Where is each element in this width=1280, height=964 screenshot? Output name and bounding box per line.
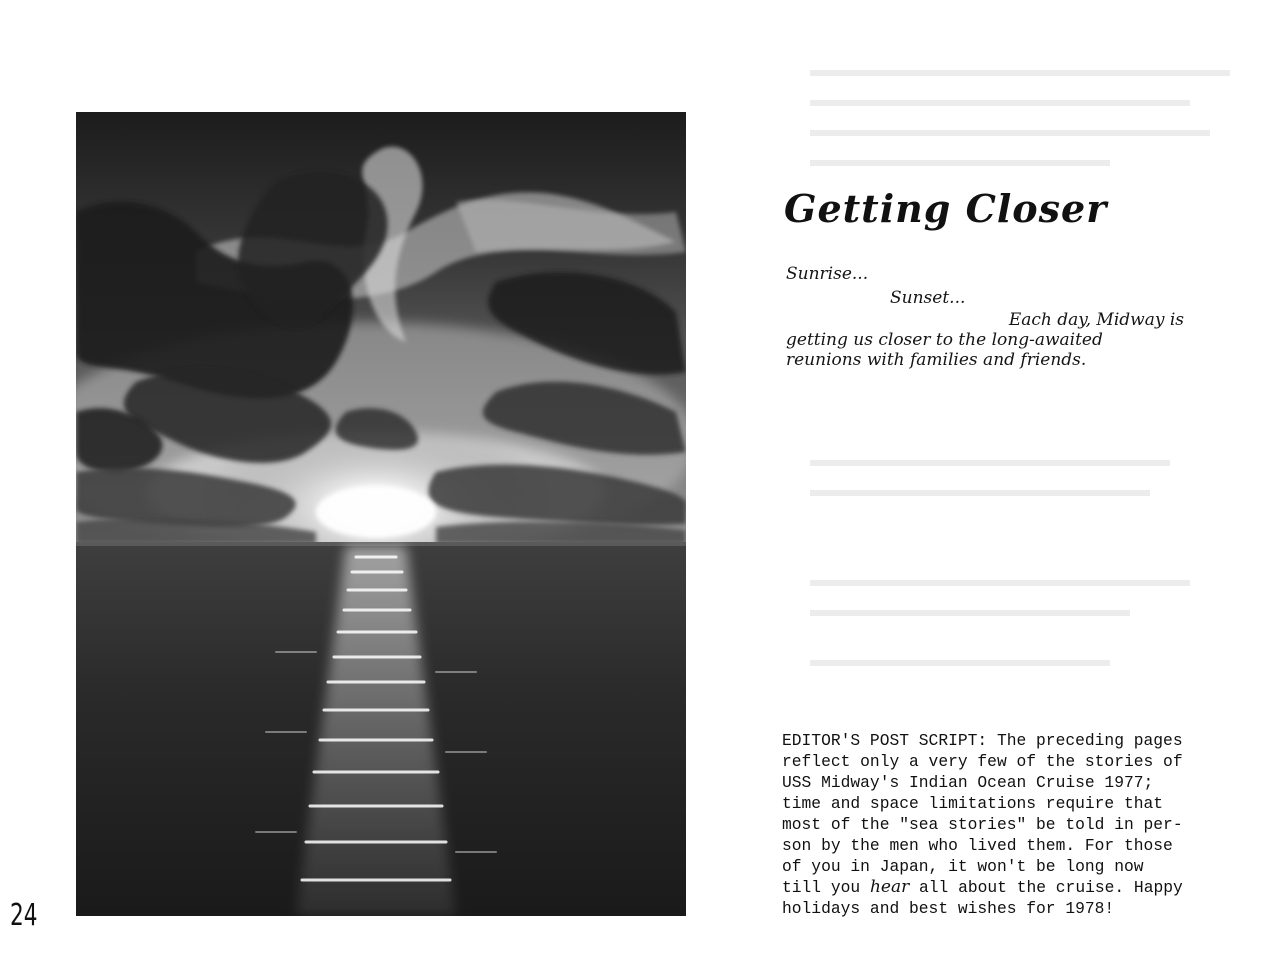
postscript-line: EDITOR'S POST SCRIPT: The preceding pages [782,731,1183,750]
postscript-line: son by the men who lived them. For those [782,836,1173,855]
postscript-line: most of the "sea stories" be told in per- [782,815,1183,834]
intro-each-day: Each day, Midway is [1008,310,1184,330]
article-title: Getting Closer [784,186,1108,231]
postscript-emphasis: hear [869,877,910,897]
intro-sunset: Sunset... [890,288,966,308]
postscript-line: USS Midway's Indian Ocean Cruise 1977; [782,773,1154,792]
postscript-line: holidays and best wishes for 1978! [782,899,1115,918]
postscript-line: time and space limitations require that [782,794,1164,813]
postscript-line [782,877,1242,898]
editors-post-script [782,730,1242,919]
intro-sunrise: Sunrise... [786,264,869,284]
postscript-text: all about the cruise. Happy [909,878,1183,897]
intro-reunions: reunions with families and friends. [786,350,1087,370]
postscript-line: reflect only a very few of the stories of [782,752,1183,771]
intro-getting-closer: getting us closer to the long-awaited [786,330,1103,350]
page-bleed-through [780,60,1280,760]
postscript-text: till you [782,878,870,897]
sunset-photo [76,112,686,916]
page-number: 24 [10,898,38,933]
postscript-line: of you in Japan, it won't be long now [782,857,1144,876]
